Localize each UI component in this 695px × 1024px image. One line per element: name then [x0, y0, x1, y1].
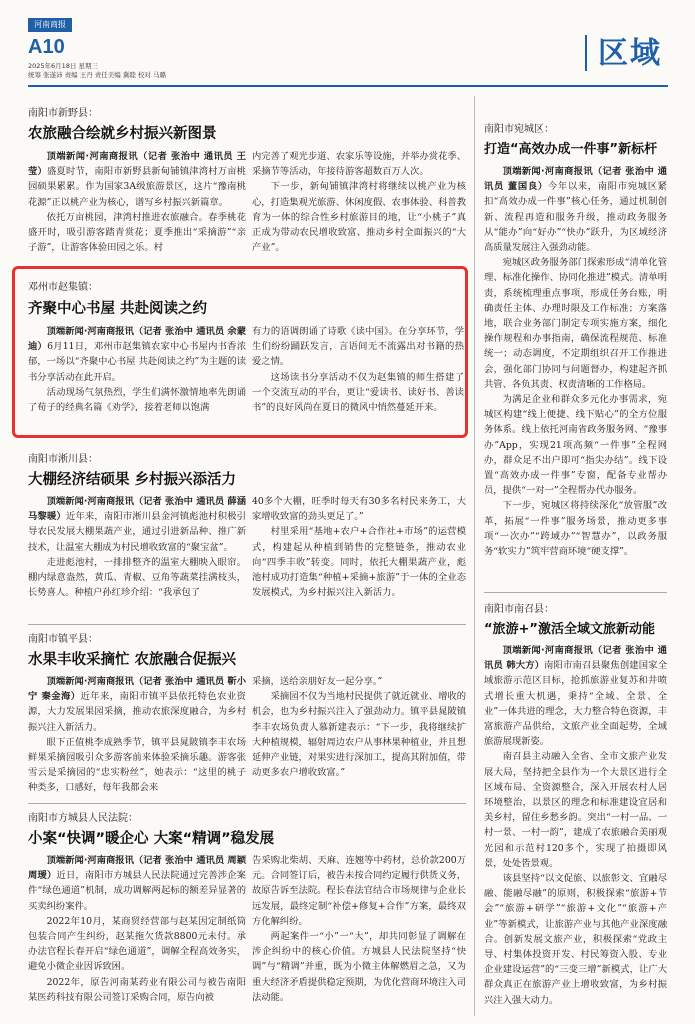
- story-lead: 顶端新闻·河南商报讯（记者 张治中 通讯员 王莹）: [28, 151, 246, 178]
- story-column: 告采购北柴胡、天麻、连翘等中药材，总价款200万元。合同签订后，被告未按合同约定履行供货义务，故原告诉至法院。程长春法官结合市场规律与企业长远发展，最终定制“补偿+修复+合作”方案，最终双方化解纠纷。 两起案件一“小”一“大”，却共同彰显了调解在涉企纠纷中的核心价值。方城县人民法院坚持“快调”与“精调”并重，既为小微主体解燃眉之急，又为重大经济矛盾提供稳定预期，为优化营商环境注入司法动能。: [252, 855, 466, 1003]
- story-headline: 齐聚中心书屋 共赴阅读之约: [28, 301, 208, 317]
- story-headline: 小案“快调”暖企心 大案“精调”稳发展: [28, 831, 275, 847]
- story-headline: 大棚经济结硕果 乡村振兴添活力: [28, 472, 237, 488]
- section-title: 区域: [598, 36, 662, 71]
- story-kicker: 南阳市镇平县：: [28, 634, 98, 645]
- story-kicker: 南阳市南召县：: [484, 604, 554, 615]
- story-column: 采摘，送给亲朋好友一起分享。” 采摘园不仅为当地村民提供了就近就业、增收的机会，也为乡村振兴注入了强劲动力。镇平县晁陂镇李丰农场负责人慕新建表示：“下一步，我将继续扩大种植规模，辐射周边农户从事林果种植业，并且想延伸产业链，对果实进行深加工，提高其附加值，带动更多农户增收致富。”: [252, 676, 466, 779]
- story-lead: 顶端新闻·河南商报讯（记者 张治中 通讯员 靳小宁 秦金海）: [28, 676, 246, 703]
- story-column: 顶端新闻·河南商报讯（记者 张治中 通讯员 薛涵 马黎暖）近年来，南阳市淅川县金河镇彪池村积极引导农民发展大棚果蔬产业，通过引进新品种、推广新技术，让温室大棚成为村民增收致富的“聚宝盆”。 走进彪池村，一排排整齐的温室大棚映入眼帘。棚内绿意盎然，黄瓜、青椒、豆角等蔬菜挂满枝头，长势喜人。种植户孙红珍介绍：“我承包了: [28, 496, 246, 599]
- story-kicker: 南阳市宛城区：: [484, 124, 554, 135]
- story-kicker: 南阳市新野县：: [28, 108, 98, 119]
- story-lead: 顶端新闻·河南商报讯（记者 张治中 通讯员 薛涵 马黎暖）: [28, 496, 246, 523]
- masthead: [0, 0, 695, 96]
- story-headline: 打造“高效办成一件事”新标杆: [484, 142, 658, 157]
- story-kicker: 南阳市方城县人民法院：: [28, 813, 138, 824]
- editors-line: 统筹 张遂沛 责编 王丹 责任美编 冀睦 校对 马璐: [28, 71, 166, 79]
- story-headline: “旅游+”激活全域文旅新动能: [484, 622, 655, 637]
- story-lead: 顶端新闻·河南商报讯（记者 张治中 通讯员 董国良）: [484, 166, 667, 193]
- story-column: 40多个大棚，旺季时每天有30多名村民来务工，大家增收致富的劲头更足了。” 村里采用“基地+农户+合作社+市场”的运营模式，构建起从种植到销售的完整链条，推动农业向“四季丰收”转变。同时，依托大棚果蔬产业，彪池村成功打造集“种植+采摘+旅游”于一体的全业态发展模式，为乡村振兴注入新活力。: [252, 496, 466, 599]
- story-column: 顶端新闻·河南商报讯（记者 张治中 通讯员 余蒙迪）6月11日，邓州市赵集镇农家中心书屋内书香浓郁，一场以“齐聚中心书屋 共赴阅读之约”为主题的读书分享活动在此开启。 活动现场气氛热烈，学生们满怀激情地率先朗诵了荀子的经典名篇《劝学》，接着老师以饱满: [28, 326, 246, 414]
- story-headline: 农旅融合绘就乡村振兴新图景: [28, 126, 217, 142]
- story-column: 顶端新闻·河南商报讯（记者 张治中 通讯员 韩大方）南阳市南召县聚焦创建国家全域旅游示范区目标，抢抓旅游业复苏和井喷式增长重大机遇，秉持“全域、全景、全业”一体共进的理念，大力整合特色资源，丰富旅游产品供给，文旅产业全面起势，全域旅游展现新姿。 南召县主动融入全省、全市文旅产业发展大局，坚持把全县作为一个大景区进行全区域布局、全资源整合，深入开展农村人居环境整治，以景区的理念和标准建设宜居和美乡村，留住乡愁乡韵。突出“一村一品、一村一景、一村一韵”，建成了农旅融合美丽观光园和示范村120多个，实现了拍摄即风景，处处皆景观。 该县坚持“以文促旅、以旅彰文、宜融尽融、能融尽融”的原则，积极探索“旅游+节会”“旅游+研学”“旅游+文化”“旅游+产业”等新模式，让旅游产业与其他产业深度融合。创新发展文旅产业，积极探索“党政主导、村集体投资开发、村民筹资入股、专业企业建设运营”的“三变三增”新模式，让广大群众真正在旅游产业上增收致富，为乡村振兴注入强大动力。: [484, 645, 667, 1006]
- story-divider: [28, 624, 466, 625]
- story-divider: [28, 803, 466, 804]
- story-lead: 顶端新闻·河南商报讯（记者 张治中 通讯员 余蒙迪）: [28, 326, 246, 353]
- brand-logo: 河南商报: [28, 18, 72, 32]
- story-lead: 顶端新闻·河南商报讯（记者 张治中 通讯员 韩大方）: [484, 645, 667, 672]
- column-divider: [474, 96, 475, 1016]
- story-kicker: 邓州市赵集镇：: [28, 282, 98, 293]
- story-column: 有力的语调朗诵了诗歌《读中国》。在分享环节，学生们纷纷踊跃发言，言语间无不流露出对书籍的热爱之情。 这场读书分享活动不仅为赵集镇的师生搭建了一个交流互动的平台，更让“爱读书、读好书、善读书”的良好风尚在夏日的微风中悄然蔓延开来。: [252, 326, 464, 414]
- story-column: 顶端新闻·河南商报讯（记者 张治中 通讯员 王莹）盛夏时节，南阳市新野县新甸铺镇津湾村万亩桃园硕果累累。作为国家3A级旅游景区，这片“豫南桃花源”正以桃产业为核心，谱写乡村振兴新篇章。 依托万亩桃园，津湾村推进农旅融合。春季桃花盛开时，吸引游客踏青赏花；夏季推出“采摘游”“亲子游”，让游客体验田园之乐。村: [28, 151, 246, 254]
- story-headline: 水果丰收采摘忙 农旅融合促振兴: [28, 652, 237, 668]
- page-number: A10: [28, 36, 65, 58]
- story-lead: 顶端新闻·河南商报讯（记者 张治中 通讯员 周颖 周瑷）: [28, 855, 246, 882]
- story-column: 顶端新闻·河南商报讯（记者 张治中 通讯员 董国良）今年以来，南阳市宛城区紧扣“高效办成一件事”核心任务，通过机制创新、流程再造和服务升级，推动政务服务从“能办”向“好办”“快办”跃升，为区域经济高质量发展注入强劲动能。 宛城区政务服务部门探索形成“清单化管理、标准化操作、协同化推进”模式。清单明责，系统梳理重点事项，形成任务台账，明确责任主体、办理时限及工作标准；方案落地，联合业务部门制定专项实施方案，细化操作规程和办事指南，确保流程规范、标准统一；动态调度，不定期组织召开工作推进会，强化部门协同与问题督办，构建起齐抓共管、各负其责、权责清晰的工作格局。 为满足企业和群众多元化办事需求，宛城区构建“线上便捷、线下贴心”的全方位服务体系。线上依托河南省政务服务网、“豫事办”App，实现21项高频“一件事”全程网办，群众足不出户即可“指尖办结”。线下设置“高效办成一件事”专窗，配备专业帮办员，提供“一对一”全程帮办代办服务。 下一步，宛城区将持续深化“放管服”改革，拓展“一件事”服务场景，推动更多事项“一次办”“跨域办”“智慧办”，以政务服务“软实力”筑牢营商环境“硬支撑”。: [484, 166, 667, 558]
- story-column: 顶端新闻·河南商报讯（记者 张治中 通讯员 靳小宁 秦金海）近年来，南阳市镇平县依托特色农业资源，大力发展果园采摘，推动农旅深度融合，为乡村振兴注入新活力。 眼下正值桃李成熟季节，镇平县晁陂镇李丰农场鲜果采摘园吸引众多游客前来体验采摘乐趣。游客张雪云是采摘园的“忠实粉丝”，她表示：“这里的桃子种类多，口感好，每年我都会来: [28, 676, 246, 794]
- dateline: 2025年6月18日 星期三: [28, 62, 99, 70]
- section-divider: [585, 35, 587, 71]
- story-kicker: 南阳市淅川县：: [28, 454, 98, 465]
- story-column: 内完善了观光步道、农家乐等设施，并举办赏花季、采摘节等活动，年接待游客超数百万人次。 下一步，新甸铺镇津湾村将继续以桃产业为核心，打造集观光旅游、休闲度假、农事体验、科普教育为一体的综合性乡村旅游目的地，让“小桃子”真正成为带动农民增收致富、推动乡村全面振兴的“大产业”。: [252, 151, 466, 254]
- story-divider: [484, 592, 667, 593]
- story-column: 顶端新闻·河南商报讯（记者 张治中 通讯员 周颖 周瑷）近日，南阳市方城县人民法院通过完善涉企案件“绿色通道”机制，成功调解两起标的额差异显著的买卖纠纷案件。 2022年10月，某商贸经营部与赵某因定制纸筒包装合同产生纠纷，赵某拖欠货款8800元未付。承办法官程长春开启“绿色通道”，调解全程高效务实，避免小微企业因诉致困。 2022年，原告河南某药业有限公司与被告南阳某医药科技有限公司签订采购合同，原告向被: [28, 855, 246, 1003]
- header-rule: [28, 85, 668, 87]
